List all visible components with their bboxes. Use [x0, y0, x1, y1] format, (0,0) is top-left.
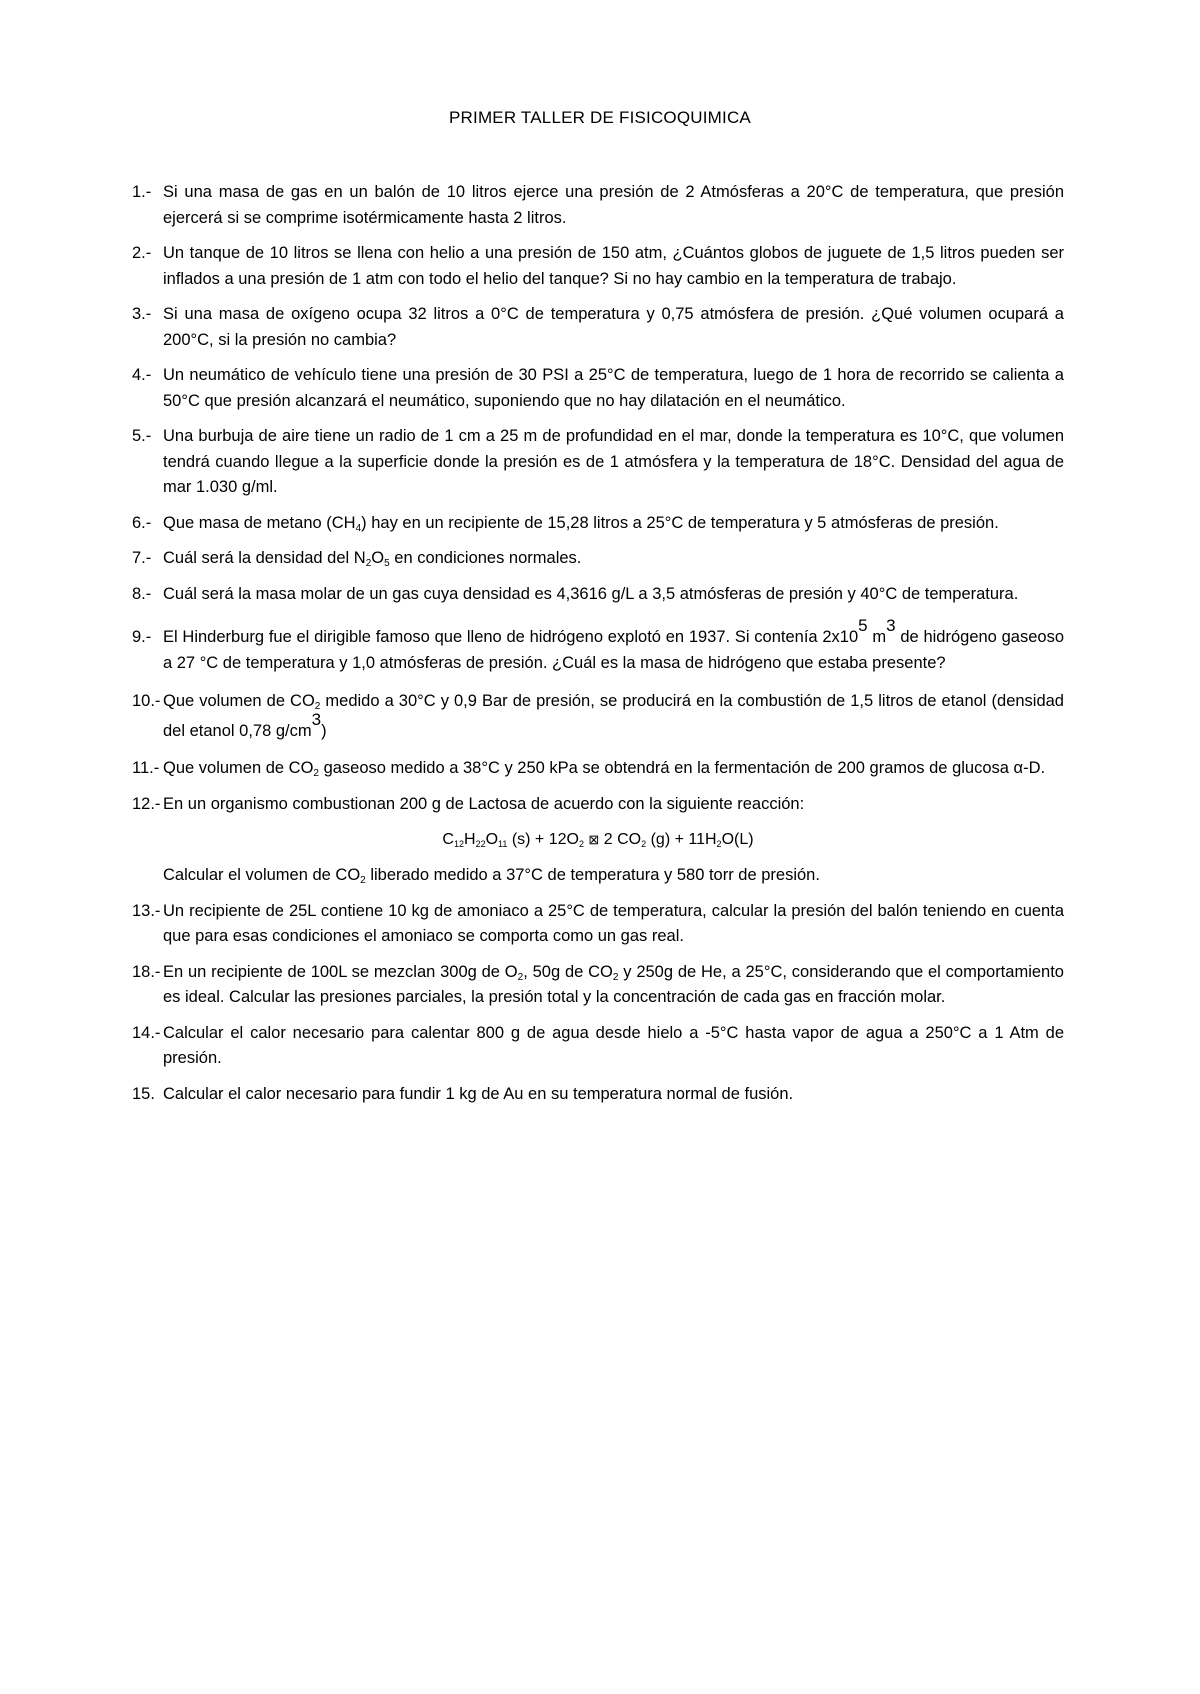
text-segment: Calcular el volumen de CO: [163, 866, 361, 884]
subscript: 2: [313, 768, 319, 779]
problem-4: [132, 363, 1064, 414]
problem-9: [132, 616, 1064, 676]
subscript: 2: [365, 558, 372, 569]
problem-number: 15.: [132, 1084, 155, 1103]
text-segment: Que volumen de CO: [163, 692, 315, 710]
subscript: 2: [314, 701, 321, 712]
problem-text: Un tanque de 10 litros se llena con helio a una presión de 150 atm, ¿Cuántos globos de juguete de 1,5 litros pueden ser inflados a una presión de 1 atm con todo el helio del tanque? Si no hay cambio en la temperatura de trabajo.: [163, 244, 1064, 288]
problem-text: [163, 514, 999, 532]
text-segment: ) hay en un recipiente de 15,28 litros a 25°C de temperatura y 5 atmósferas de presión.: [361, 513, 999, 532]
problem-text: [163, 963, 1064, 1007]
eq-part: C: [442, 831, 454, 848]
text-segment: m: [867, 628, 887, 646]
problem-text: Si una masa de oxígeno ocupa 32 litros a 0°C de temperatura y 0,75 atmósfera de presión. ¿Qué volumen ocupará a 200°C, si la presión no cambia?: [163, 305, 1064, 349]
problem-number: 12.-: [132, 794, 161, 813]
problem-11: [132, 756, 1064, 782]
problem-number: 8.-: [132, 584, 152, 603]
problem-number: 7.-: [132, 549, 152, 567]
problem-number: 14.-: [132, 1023, 161, 1042]
subscript: 5: [384, 558, 390, 569]
problem-7: [132, 546, 1064, 572]
text-segment: en condiciones normales.: [389, 549, 582, 567]
eq-subscript: 2: [716, 839, 722, 849]
subscript: 4: [355, 522, 362, 534]
eq-part: (s) + 12O: [507, 831, 579, 848]
text-segment: ): [321, 722, 327, 740]
problem-text: [163, 549, 581, 567]
chemical-equation: [132, 829, 1064, 851]
text-segment: liberado medido a 37°C de temperatura y 580 torr de presión.: [365, 866, 820, 884]
eq-subscript: 11: [498, 839, 508, 849]
problem-text: Un neumático de vehículo tiene una presión de 30 PSI a 25°C de temperatura, luego de 1 hora de recorrido se calienta a 50°C que presión alcanzará el neumático, suponiendo que no hay dilatación en el neumático.: [163, 366, 1064, 410]
eq-part: (g) + 11H: [646, 831, 717, 848]
alpha-symbol: α: [1013, 759, 1024, 777]
problem-number: 2.-: [132, 244, 152, 262]
problem-1: [132, 180, 1064, 231]
text-segment: Que masa de metano (CH: [163, 513, 356, 532]
problem-text: Un recipiente de 25L contiene 10 kg de amoniaco a 25°C de temperatura, calcular la presión del balón teniendo en cuenta que para esas condiciones el amoniaco se comporta como un gas real.: [163, 901, 1064, 945]
eq-subscript: 2: [641, 839, 647, 849]
text-segment: En un recipiente de 100L se mezclan 300g de O: [163, 962, 518, 981]
problem-number: 5.-: [132, 427, 152, 445]
problem-12: [132, 792, 1064, 889]
text-segment: , 50g de CO: [523, 962, 613, 981]
problem-text: En un organismo combustionan 200 g de Lactosa de acuerdo con la siguiente reacción:: [163, 794, 805, 813]
text-segment: El Hinderburg fue el dirigible famoso que lleno de hidrógeno explotó en 1937. Si contenía 2x10: [163, 628, 859, 646]
problem-10: [132, 686, 1064, 746]
text-segment: gaseoso medido a 38°C y 250 kPa se obtendrá en la fermentación de 200 gramos de glucosa: [318, 759, 1014, 777]
problem-number: 13.-: [132, 901, 161, 920]
problem-text: [163, 616, 1064, 672]
page-title: PRIMER TALLER DE FISICOQUIMICA: [449, 108, 751, 127]
problem-text: Si una masa de gas en un balón de 10 litros ejerce una presión de 2 Atmósferas a 20°C de temperatura, que presión ejercerá si se comprime isotérmicamente hasta 2 litros.: [163, 183, 1064, 227]
superscript: 5: [858, 616, 868, 635]
text-segment: -D.: [1023, 759, 1046, 777]
eq-part: 2 CO: [599, 831, 642, 848]
reaction-arrow-icon: ⊠: [588, 832, 600, 847]
problem-15: [132, 1082, 1064, 1108]
problem-14: [132, 1021, 1064, 1072]
subscript: 2: [612, 971, 619, 983]
subscript: 2: [360, 875, 366, 886]
problem-text: Calcular el calor necesario para fundir 1 kg de Au en su temperatura normal de fusión.: [163, 1084, 794, 1103]
text-segment: O: [371, 549, 385, 567]
subscript: 2: [517, 971, 524, 983]
text-segment: de hidrógeno gaseoso a 27 °C de temperatura y 1,0 atmósferas de presión. ¿Cuál es la masa de hidrógeno que estaba presente?: [163, 628, 1064, 672]
problem-number: 6.-: [132, 513, 152, 532]
problem-list: [132, 180, 1064, 1117]
problem-13: [132, 899, 1064, 950]
problem-3: [132, 302, 1064, 353]
problem-text: [163, 759, 1045, 777]
problem-number: 11.-: [132, 759, 160, 777]
problem-text: Una burbuja de aire tiene un radio de 1 cm a 25 m de profundidad en el mar, donde la temperatura es 10°C, que volumen tendrá cuando llegue a la superficie donde la presión es de 1 atmósfera y la temperatura de 18°C. Densidad del agua de mar 1.030 g/ml.: [163, 427, 1064, 496]
problem-2: [132, 241, 1064, 292]
problem-followup: [163, 863, 1064, 889]
problem-18: [132, 960, 1064, 1011]
problem-text: [163, 692, 1064, 740]
problem-number: 1.-: [132, 183, 152, 201]
problem-number: 3.-: [132, 305, 152, 323]
problem-5: [132, 424, 1064, 501]
problem-number: 18.-: [132, 962, 161, 981]
eq-subscript: 2: [578, 839, 584, 849]
superscript: 3: [886, 616, 896, 635]
text-segment: Que volumen de CO: [163, 759, 314, 777]
problem-text: Cuál será la masa molar de un gas cuya densidad es 4,3616 g/L a 3,5 atmósferas de presión y 40°C de temperatura.: [163, 584, 1019, 603]
eq-subscript: 22: [475, 839, 486, 849]
text-segment: y 250g de He, a 25°C, considerando que el comportamiento es ideal. Calcular las presiones parciales, la presión total y la concentración de cada gas en fracción molar.: [163, 962, 1064, 1006]
problem-6: [132, 511, 1064, 537]
superscript: 3: [311, 710, 322, 729]
eq-part: O(L): [721, 831, 754, 848]
problem-8: [132, 582, 1064, 608]
problem-text: Calcular el calor necesario para calentar 800 g de agua desde hielo a -5°C hasta vapor de agua a 250°C a 1 Atm de presión.: [163, 1023, 1064, 1067]
problem-number: 9.-: [132, 628, 152, 646]
text-segment: Cuál será la densidad del N: [163, 549, 366, 567]
problem-number: 10.-: [132, 692, 161, 710]
eq-subscript: 12: [453, 839, 464, 849]
text-segment: medido a 30°C y 0,9 Bar de presión, se producirá en la combustión de 1,5 litros de etanol (densidad del etanol 0,78 g/cm: [163, 692, 1064, 740]
eq-part: H: [464, 831, 476, 848]
eq-part: O: [485, 831, 499, 848]
problem-number: 4.-: [132, 366, 152, 384]
